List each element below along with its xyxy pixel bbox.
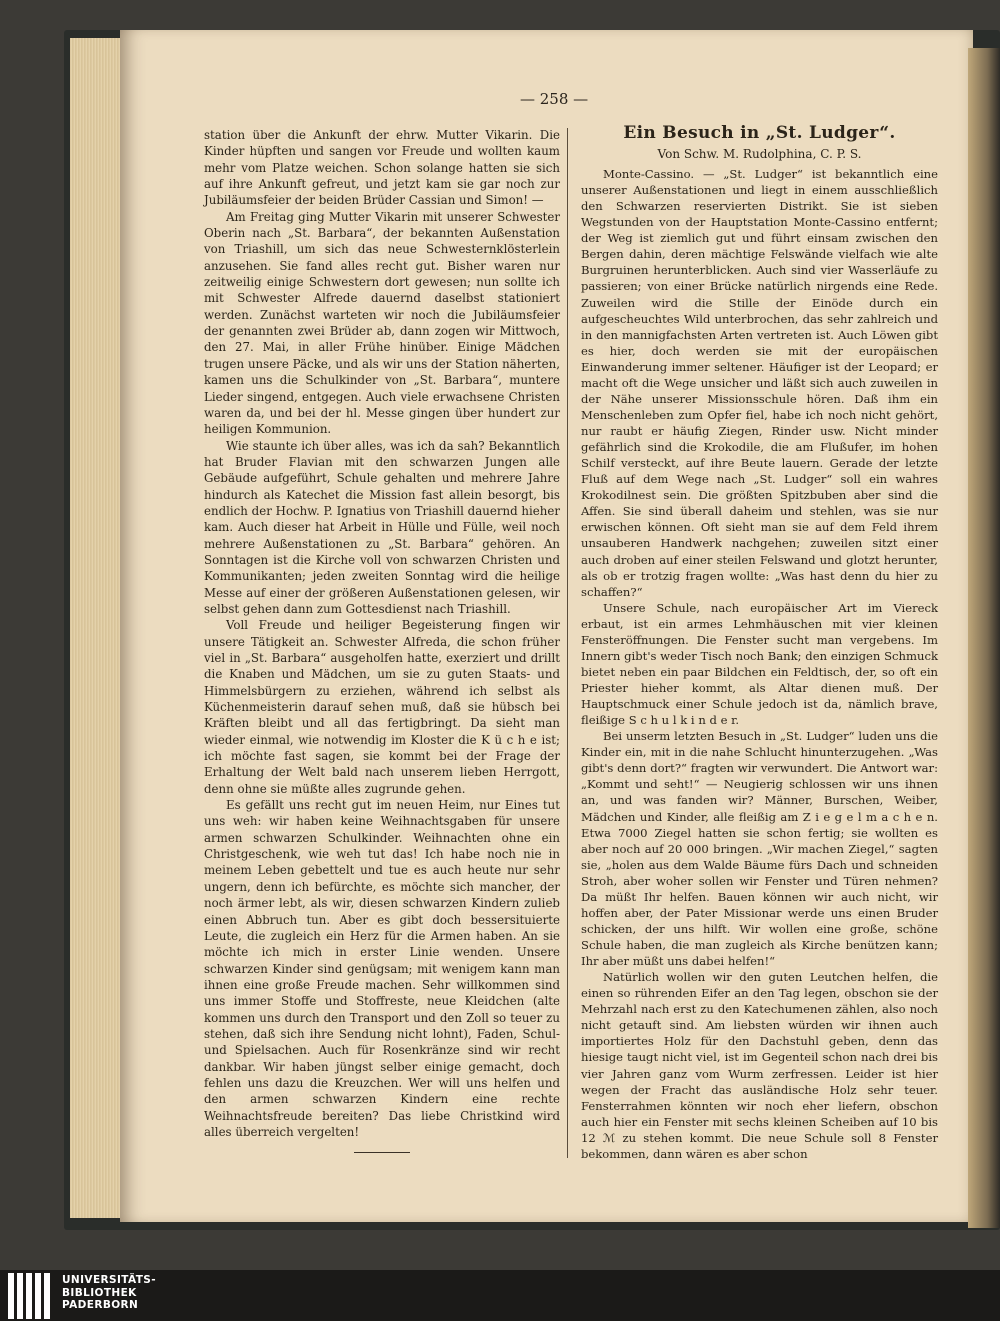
end-rule bbox=[354, 1152, 410, 1153]
right-paragraph-2: Unsere Schule, nach europäischer Art im Viereck erbaut, ist ein armes Lehmhäuschen mit vier kleinen Fensteröffnungen. Die Fenster sucht man vergebens. Im Innern gibt's weder Tisch noch Bank; den einzigen Schmuck bietet neben ein paar Bildchen ein Feldtisch, der, so oft ein Priester hieher kommt, als Altar dienen muß. Der Hauptschmuck einer Schule jedoch ist da, nämlich brave, fleißige S c h u l k i n d e r. bbox=[581, 600, 938, 728]
left-paragraph-5: Es gefällt uns recht gut im neuen Heim, nur Eines tut uns weh: wir haben keine Weihnachtsgaben für unsere armen schwarzen Schulkinder. Weihnachten ohne ein Christgeschenk, wie weh tut das! Ich habe noch nie in meinem Leben gebettelt und tue es auch heute nur sehr ungern, denn ich befürchte, es möchte sich mancher, der noch ärmer lebt, als wir, diesen schwarzen Kindern zulieb einen Abbruch tun. Aber es gibt doch bessersituierte Leute, die zugleich ein Herz für die Armen haben. An sie möchte ich mich in erster Linie wenden. Unsere schwarzen Kinder sind genügsam; mit wenigem kann man ihnen eine große Freude machen. Sehr willkommen sind uns immer Stoffe und Stoffreste, neue Kleidchen (alte kommen uns durch den Transport und den Zoll so teuer zu stehen, daß sich ihre Sendung nicht lohnt), Faden, Schul- und Spielsachen. Auch für Rosenkränze sind wir recht dankbar. Wir haben jüngst selber einige gemacht, doch fehlen uns dazu die Kreuzchen. Wer will uns helfen und den armen schwarzen Kindern eine rechte Weihnachtsfreude bereiten? Das liebe Christkind wird alles überreich vergelten! bbox=[204, 798, 560, 1139]
library-logo-text bbox=[62, 1274, 156, 1312]
page-gutter-edge bbox=[968, 48, 1000, 1228]
left-paragraph-1: station über die Ankunft der ehrw. Mutter Vikarin. Die Kinder hüpften und sangen vor Freude und wollten kaum mehr vom Platze weichen. Schon solange hatten sie sich auf ihre Ankunft gefreut, und jetzt kam sie gar noch zur Jubiläumsfeier der beiden Brüder Cassian und Simon! — bbox=[204, 128, 560, 208]
column-divider bbox=[567, 128, 568, 1158]
article-byline: Von Schw. M. Rudolphina, C. P. S. bbox=[657, 147, 862, 161]
left-paragraph-3: Wie staunte ich über alles, was ich da sah? Bekanntlich hat Bruder Flavian mit den schwarzen Jungen alle Gebäude aufgeführt, Schule gehalten und mehrere Jahre hindurch als Katechet die Mission fast allein besorgt, bis endlich der Hochw. P. Ignatius von Triashill dauernd hieher kam. Auch dieser hat Arbeit in Hülle und Fülle, weil noch mehrere Außenstationen zu „St. Barbara“ gehören. An Sonntagen ist die Kirche voll von schwarzen Christen und Kommunikanten; jeden zweiten Sonntag wird die heilige Messe auf einer der größeren Außenstationen gelesen, wir selbst gehen dann zum Gottesdienst nach Triashill. bbox=[204, 438, 560, 616]
logo-line-1: UNIVERSITÄTS- bbox=[62, 1274, 157, 1286]
right-paragraph-4: Natürlich wollen wir den guten Leutchen helfen, die einen so rührenden Eifer an den Tag legen, obschon sie der Mehrzahl nach erst zu den Katechumenen zählen, also noch nicht getauft sind. Am liebsten würden wir ihnen auch importiertes Holz für den Dachstuhl geben, denn das hiesige taugt nicht viel, ist im Gegenteil schon nach drei bis vier Jahren ganz vom Wurm zerfressen. Leider ist hier wegen der Fracht das ausländische Holz sehr teuer. Fensterrahmen könnten wir noch eher liefern, obschon auch hier ein Fenster mit sechs kleinen Scheiben auf 10 bis 12 ℳ zu stehen kommt. Die neue Schule soll 8 Fenster bekommen, dann wären es aber schon bbox=[581, 970, 938, 1161]
logo-line-2: BIBLIOTHEK bbox=[62, 1286, 137, 1299]
right-paragraph-1: Monte-Cassino. — „St. Ludger“ ist bekanntlich eine unserer Außenstationen und liegt in einem ausschließlich den Schwarzen reservierten Distrikt. Sie ist sieben Wegstunden von der Hauptstation Monte-Cassino entfernt; der Weg ist ziemlich gut und führt einsam zwischen den Bergen dahin, deren mächtige Felswände vielfach wie alte Burgruinen herunterblicken. Auch sind vier Wasserläufe zu passieren; von einer Brücke natürlich nirgends eine Rede. Zuweilen wird die Stille der Einöde durch ein aufgescheuchtes Wild unterbrochen, das sehr zahlreich und in den mannigfachsten Arten vertreten ist. Auch Löwen gibt es hier, doch werden sie mit der europäischen Einwanderung immer seltener. Häufiger ist der Leopard; er macht oft die Wege unsicher und läßt sich auch zuweilen in der Nähe unserer Missionsschule hören. Daß ihm ein Menschenleben zum Opfer fiel, habe ich noch nicht gehört, nur raubt er häufig Ziegen, Rinder usw. Nicht minder gefährlich sind die Krokodile, die am Flußufer, im hohen Schilf versteckt, auf ihre Beute lauern. Gerade der letzte Fluß auf dem Wege nach „St. Ludger“ soll ein wahres Krokodilnest sein. Die größten Spitzbuben aber sind die Affen. Sie sind überall daheim und stehlen, was sie nur erwischen können. Oft sieht man sie auf dem Feld ihrem unsauberen Handwerk nachgehen; zuweilen sitzt einer auch droben auf einer steilen Felswand und glotzt herunter, als ob er trotzig fragen wollte: „Was hast denn du hier zu schaffen?“ bbox=[581, 167, 938, 599]
page-number: — 258 — bbox=[520, 90, 589, 108]
logo-line-3: PADERBORN bbox=[62, 1299, 139, 1311]
left-column bbox=[204, 127, 560, 1153]
right-paragraph-3: Bei unserm letzten Besuch in „St. Ludger“ luden uns die Kinder ein, mit in die nahe Schlucht hinunterzugehen. „Was gibt's denn dort?“ fragten wir verwundert. Die Antwort war: „Kommt und seht!“ — Neugierig schlossen wir uns ihnen an, und was fanden wir? Männer, Burschen, Weiber, Mädchen und Kinder, alle fleißig am Z i e g e l m a c h e n. Etwa 7000 Ziegel hatten sie schon fertig; sie wollten es aber noch auf 20 000 bringen. „Wir machen Ziegel,“ sagten sie, „holen aus dem Walde Bäume fürs Dach und schneiden Stroh, aber woher sollen wir Fenster und Türen nehmen? Da müßt Ihr helfen. Bauen können wir auch nicht, wir hoffen aber, der Pater Missionar werde uns einen Bruder schicken, der uns hilft. Wir wollen eine große, schöne Schule haben, die man zugleich als Kirche benützen kann; Ihr aber müßt uns dabei helfen!“ bbox=[581, 729, 938, 969]
article-title: Ein Besuch in „St. Ludger“. bbox=[623, 123, 896, 143]
right-column bbox=[581, 122, 938, 1162]
left-paragraph-4: Voll Freude und heiliger Begeisterung fingen wir unsere Tätigkeit an. Schwester Alfreda, die schon früher viel in „St. Barbara“ ausgeholfen hatte, exerziert und drillt die Knaben und Mädchen, um sie zu guten Staats- und Himmelsbürgern zu erziehen, während ich selbst als Küchenmeisterin darauf sehen muß, daß sie hübsch bei Kräften bleibt und all das fertigbringt. Da sieht man wieder einmal, wie notwendig im Kloster die K ü c h e ist; ich möchte fast sagen, sie kommt bei der Frage der Erhaltung der Welt bald nach unserem lieben Herrgott, denn ohne sie müßte alles zugrunde gehen. bbox=[204, 618, 560, 796]
library-logo-icon bbox=[8, 1273, 52, 1319]
left-paragraph-2: Am Freitag ging Mutter Vikarin mit unserer Schwester Oberin nach „St. Barbara“, der bekannten Außenstation von Triashill, um sich das neue Schwesternklösterlein anzusehen. Sie fand alles recht gut. Bisher waren nur zeitweilig einige Schwestern dort gewesen; nun sollte ich mit Schwester Alfrede dauernd daselbst stationiert werden. Zunächst warteten wir noch die Jubiläumsfeier der genannten zwei Brüder ab, dann zogen wir Mittwoch, den 27. Mai, in aller Frühe hinüber. Einige Mädchen trugen unsere Päcke, und als wir uns der Station näherten, kamen uns die Schulkinder von „St. Barbara“, muntere Lieder singend, entgegen. Auch viele erwachsene Christen waren da, und bei der hl. Messe gingen über hundert zur heiligen Kommunion. bbox=[204, 209, 560, 437]
